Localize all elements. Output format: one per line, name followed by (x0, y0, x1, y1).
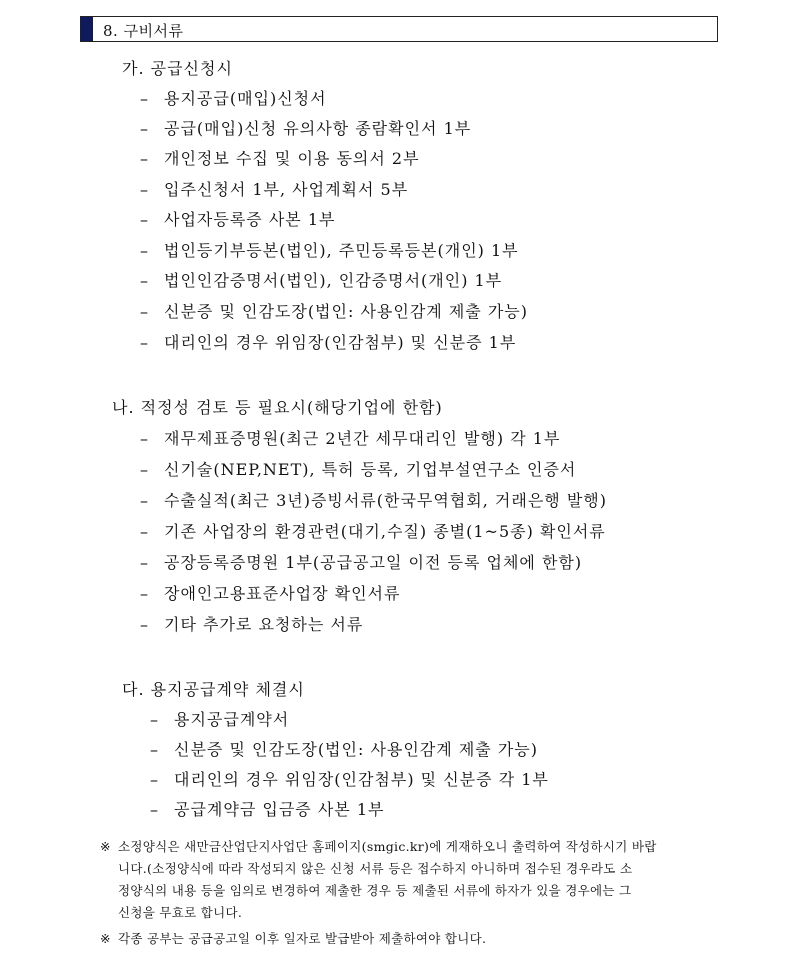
note-mark: ※ (100, 931, 111, 946)
section-a-title: 가. 공급신청시 (122, 59, 233, 78)
list-item: – 공장등록증명원 1부(공급공고일 이전 등록 업체에 한함) (140, 553, 583, 572)
section-header-title: 8. 구비서류 (103, 22, 184, 40)
section-c-title: 다. 용지공급계약 체결시 (122, 680, 305, 699)
note-1: ※ 소정양식은 새만금산업단지사업단 홈페이지(smgic.kr)에 게재하오니 출력하여 작성하시기 바랍 니다.(소정양식에 따라 작성되지 않은 신청 서류 등은 접수하지 아니하며 접수된 경우라도 소 정양식의 내용 등을 임의로 변경하여 제출한 경우 등 제출된 서류에 하자가 있을 경우에는 그 신청을 무효로 합니다. (100, 836, 740, 924)
list-item: – 대리인의 경우 위임장(인감첨부) 및 신분증 1부 (140, 333, 517, 352)
list-item: – 장애인고용표준사업장 확인서류 (140, 584, 401, 603)
list-item: – 기타 추가로 요청하는 서류 (140, 615, 364, 634)
list-item: – 재무제표증명원(최근 2년간 세무대리인 발행) 각 1부 (140, 429, 561, 448)
list-item: – 공급(매입)신청 유의사항 종람확인서 1부 (140, 119, 472, 138)
section-b-title: 나. 적정성 검토 등 필요시(해당기업에 한함) (112, 398, 443, 417)
note-2: ※ 각종 공부는 공급공고일 이후 일자로 발급받아 제출하여야 합니다. (100, 928, 740, 950)
list-item: – 기존 사업장의 환경관련(대기,수질) 종별(1~5종) 확인서류 (140, 522, 606, 541)
header-accent-bar (81, 17, 93, 41)
list-item: – 법인인감증명서(법인), 인감증명서(개인) 1부 (140, 271, 503, 290)
list-item: – 수출실적(최근 3년)증빙서류(한국무역협회, 거래은행 발행) (140, 491, 607, 510)
list-item: – 용지공급(매입)신청서 (140, 89, 327, 108)
list-item: – 용지공급계약서 (150, 710, 290, 729)
list-item: – 입주신청서 1부, 사업계획서 5부 (140, 180, 409, 199)
list-item: – 신분증 및 인감도장(법인: 사용인감계 제출 가능) (140, 302, 528, 321)
list-item: – 개인정보 수집 및 이용 동의서 2부 (140, 149, 420, 168)
section-header (80, 16, 718, 42)
note-mark: ※ (100, 839, 111, 854)
list-item: – 대리인의 경우 위임장(인감첨부) 및 신분증 각 1부 (150, 770, 549, 789)
list-item: – 법인등기부등본(법인), 주민등록등본(개인) 1부 (140, 241, 519, 260)
list-item: – 사업자등록증 사본 1부 (140, 210, 336, 229)
list-item: – 공급계약금 입금증 사본 1부 (150, 800, 385, 819)
list-item: – 신분증 및 인감도장(법인: 사용인감계 제출 가능) (150, 740, 538, 759)
list-item: – 신기술(NEP,NET), 특허 등록, 기업부설연구소 인증서 (140, 460, 577, 479)
